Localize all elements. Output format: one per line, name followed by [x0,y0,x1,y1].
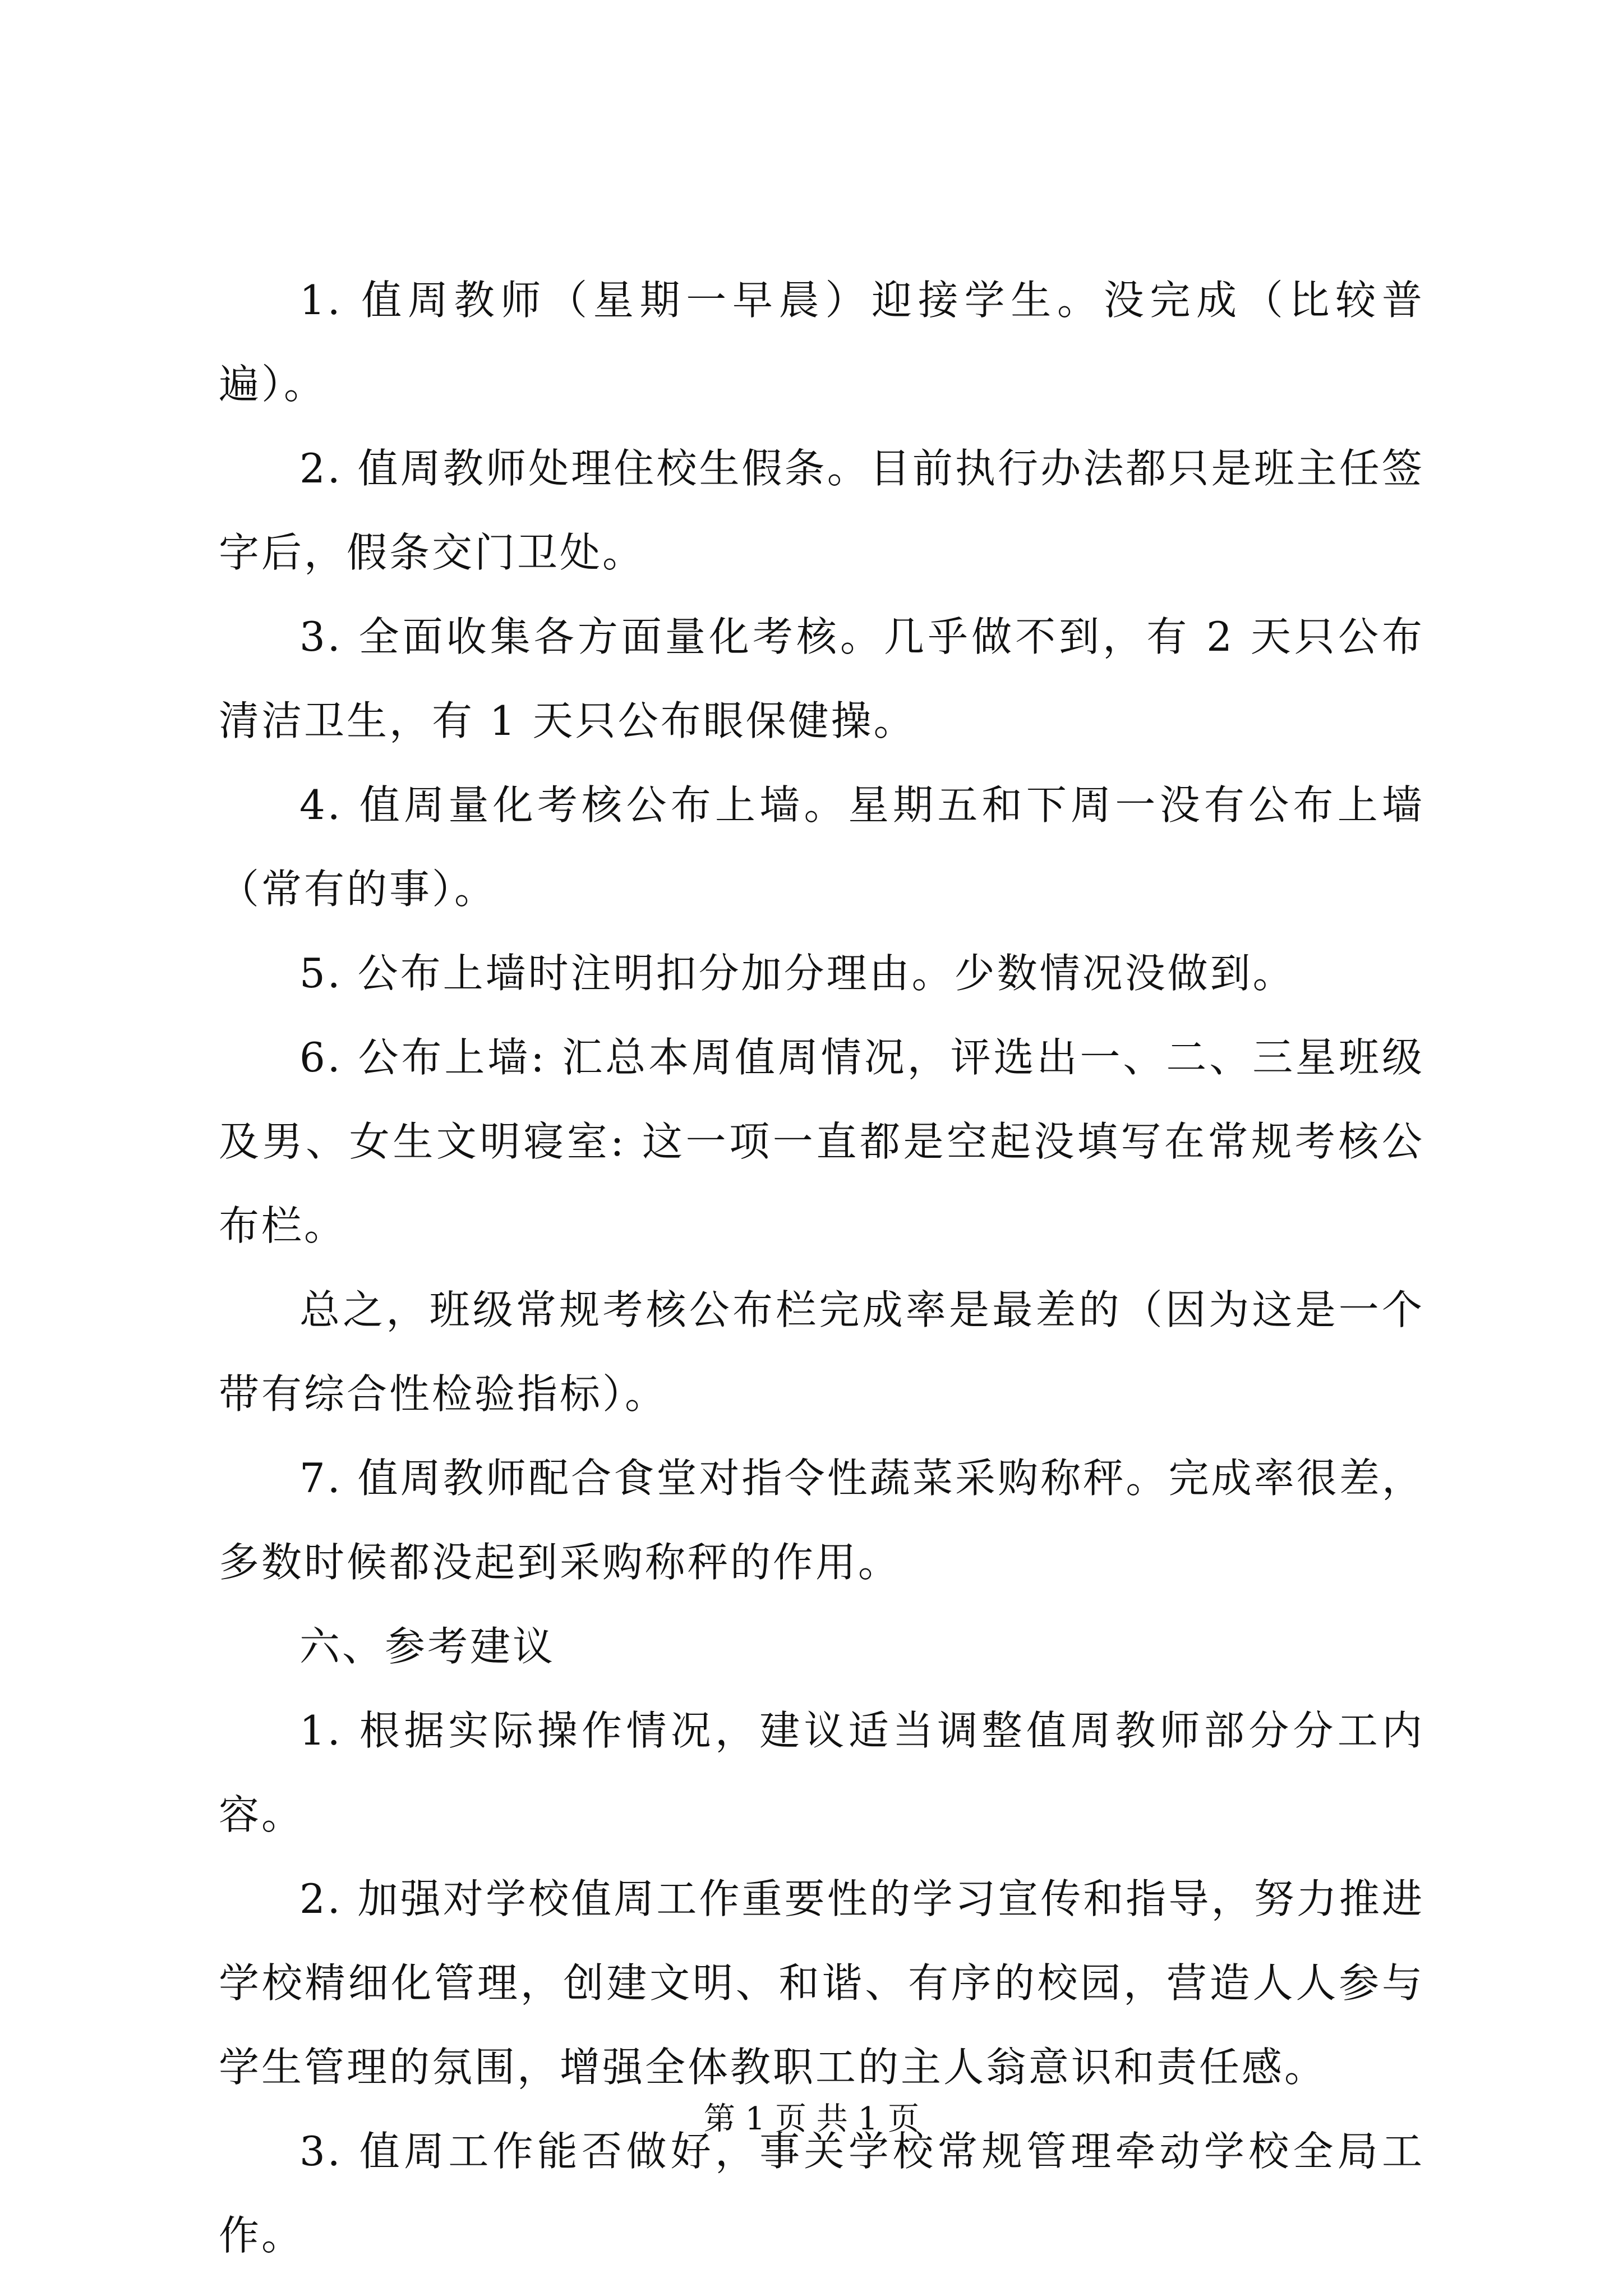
summary-paragraph: 总之，班级常规考核公布栏完成率是最差的（因为这是一个带有综合性检验指标）。 [219,1286,1424,1418]
suggestion-item-1: 1. 根据实际操作情况，建议适当调整值周教师部分分工内容。 [219,1707,1424,1838]
document-body [219,258,1424,2277]
suggestion-item-3: 3. 值周工作能否做好，事关学校常规管理牵动学校全局工作。 [219,2128,1424,2259]
page-number-footer: 第 1 页 共 1 页 [703,2101,920,2137]
suggestion-item-2: 2. 加强对学校值周工作重要性的学习宣传和指导，努力推进学校精细化管理，创建文明、和谐、有序的校园，营造人人参与学生管理的氛围，增强全体教职工的主人翁意识和责任感。 [219,1875,1424,2091]
paragraph-item-3: 3. 全面收集各方面量化考核。几乎做不到，有 2 天只公布清洁卫生，有 1 天只公布眼保健操。 [219,613,1424,744]
paragraph-item-6: 6. 公布上墙: 汇总本周值周情况，评选出一、二、三星班级及男、女生文明寝室: 这一项一直都是空起没填写在常规考核公布栏。 [219,1034,1424,1249]
paragraph-item-4: 4. 值周量化考核公布上墙。星期五和下周一没有公布上墙（常有的事）。 [219,781,1424,913]
section-heading-suggestions: 六、参考建议 [299,1623,556,1670]
paragraph-item-1: 1. 值周教师（星期一早晨）迎接学生。没完成（比较普遍）。 [219,277,1424,408]
paragraph-item-5: 5. 公布上墙时注明扣分加分理由。少数情况没做到。 [299,950,1295,997]
paragraph-item-7: 7. 值周教师配合食堂对指令性蔬菜采购称秤。完成率很差，多数时候都没起到采购称秤的作用。 [219,1455,1424,1586]
paragraph-item-2: 2. 值周教师处理住校生假条。目前执行办法都只是班主任签字后，假条交门卫处。 [219,445,1424,576]
